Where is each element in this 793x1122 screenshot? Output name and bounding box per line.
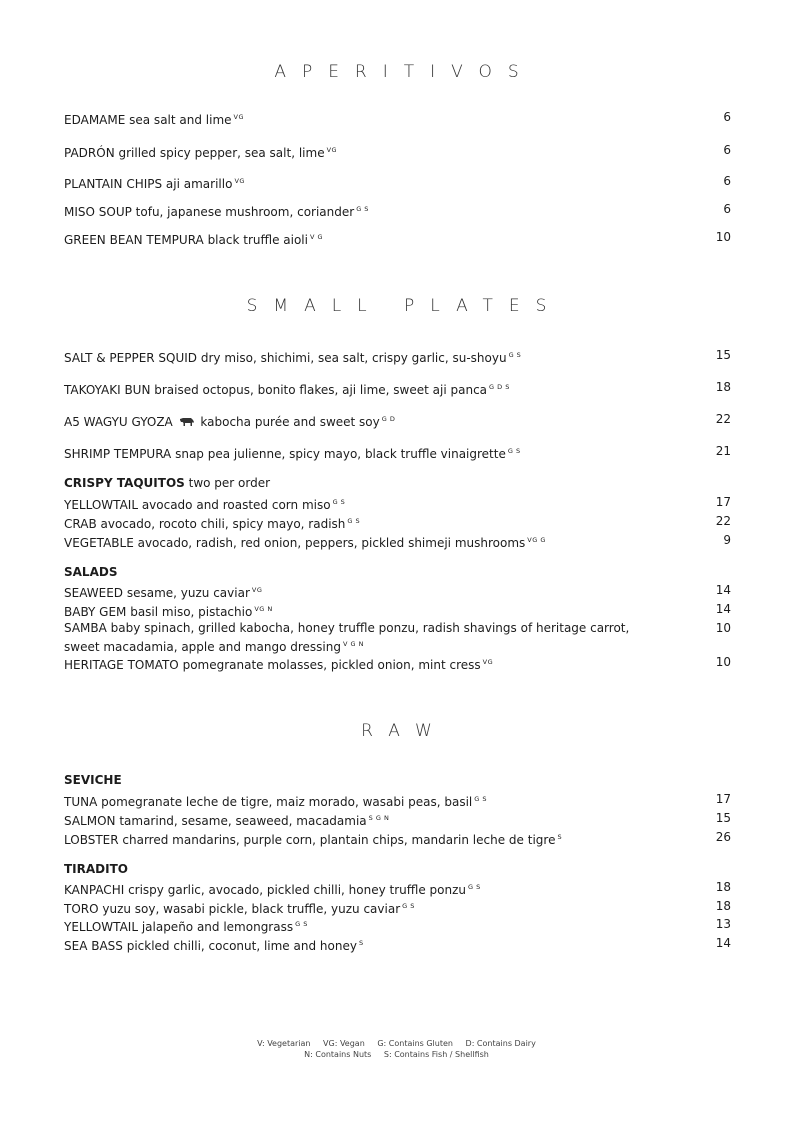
legend-entry: VG: Vegan [323,1039,365,1048]
item-name: SEA BASS pickled chilli, coconut, lime and honey [64,939,357,953]
legend-entry: D: Contains Dairy [465,1039,536,1048]
item-tags: VG [326,146,338,154]
menu-item [64,830,731,848]
item-tags: G D [381,415,396,423]
item-tags: G S [474,795,487,803]
item-name: BABY GEM basil miso, pistachio [64,605,253,619]
item-tags: V G [309,233,324,241]
section-title-raw: RAW [361,721,448,741]
menu-item [64,583,731,601]
item-name: EDAMAME sea salt and lime [64,113,232,127]
item-name-continued: sweet macadamia, apple and mango dressing [64,640,341,654]
item-name: YELLOWTAIL jalapeño and lemongrass [64,920,294,934]
item-tags: G S [295,920,308,928]
item-name: MISO SOUP tofu, japanese mushroom, coriander [64,205,355,219]
menu-item [64,110,731,128]
legend-line [0,1049,793,1060]
group-title-crispy-taquitos [64,476,270,491]
cow-icon [179,417,195,427]
item-price: 6 [723,143,731,157]
item-name: PADRÓN grilled spicy pepper, sea salt, lime [64,146,325,160]
item-tags: VG [233,113,245,121]
menu-item [64,620,731,655]
dietary-legend [0,1038,793,1060]
legend-entry: G: Contains Gluten [377,1039,453,1048]
legend-entry: N: Contains Nuts [304,1050,372,1059]
menu-item [64,792,731,810]
item-price: 18 [715,880,731,894]
group-title-seviche [64,773,122,788]
item-name: VEGETABLE avocado, radish, red onion, peppers, pickled shimeji mushrooms [64,536,526,550]
item-price: 17 [715,495,731,509]
item-tags: S G N [368,814,390,822]
item-name: KANPACHI crispy garlic, avocado, pickled chilli, honey truffle ponzu [64,883,467,897]
item-price: 10 [715,621,731,635]
item-price: 26 [715,830,731,844]
item-tags: VG G [527,536,546,544]
legend-entry: V: Vegetarian [257,1039,311,1048]
item-tags: G D S [489,383,510,391]
menu-item [64,412,731,430]
item-name: SHRIMP TEMPURA snap pea julienne, spicy mayo, black truffle vinaigrette [64,447,506,461]
menu-item [64,348,731,366]
section-title-aperitivos: APERITIVOS [274,62,535,82]
menu-item [64,230,731,248]
item-price: 10 [715,230,731,244]
item-name: SEAWEED sesame, yuzu caviar [64,586,250,600]
item-name: SALMON tamarind, sesame, seaweed, macadamia [64,814,367,828]
item-price: 18 [715,380,731,394]
menu-item [64,380,731,398]
item-price: 6 [723,202,731,216]
item-price: 17 [715,792,731,806]
item-tags: VG [234,177,245,185]
menu-item [64,495,731,513]
item-name: TORO yuzu soy, wasabi pickle, black truffle, yuzu caviar [64,902,401,916]
group-subtitle: two per order [188,476,271,490]
group-title-salads [64,565,117,580]
menu-item [64,444,731,462]
menu-item [64,514,731,532]
item-price: 13 [715,917,731,931]
item-price: 14 [715,602,731,616]
group-name: TIRADITO [64,862,128,876]
item-tags: VG [482,658,494,666]
item-price: 15 [715,348,731,362]
item-tags: S [557,833,563,841]
item-name: HERITAGE TOMATO pomegranate molasses, pickled onion, mint cress [64,658,481,672]
item-name: TAKOYAKI BUN braised octopus, bonito flakes, aji lime, sweet aji panca [64,383,488,397]
legend-line [0,1038,793,1049]
item-name: LOBSTER charred mandarins, purple corn, plantain chips, mandarin leche de tigre [64,833,556,847]
item-name: PLANTAIN CHIPS aji amarillo [64,177,233,191]
menu-item [64,202,731,220]
item-price: 15 [715,811,731,825]
menu-item [64,655,731,673]
item-tags: V G N [342,640,364,648]
item-price: 18 [715,899,731,913]
group-name: SALADS [64,565,118,579]
item-tags: S [358,939,364,947]
menu-item [64,917,731,935]
item-price: 6 [723,174,731,188]
item-tags: VG [251,586,263,594]
item-name: YELLOWTAIL avocado and roasted corn miso [64,498,331,512]
section-title-small-plates: SMALL PLATES [246,296,563,316]
menu-item [64,533,731,551]
menu-item [64,811,731,829]
menu-item [64,936,731,954]
item-name: SALT & PEPPER SQUID dry miso, shichimi, sea salt, crispy garlic, su-shoyu [64,351,507,365]
item-description: kabocha purée and sweet soy [200,415,380,429]
item-price: 9 [723,533,731,547]
item-name: SAMBA baby spinach, grilled kabocha, honey truffle ponzu, radish shavings of heritage carrot, [64,621,630,635]
item-tags: G S [468,883,481,891]
menu-item [64,174,731,192]
item-price: 6 [723,110,731,124]
item-price: 22 [715,412,731,426]
item-tags: G S [402,902,415,910]
item-tags: G S [332,498,346,506]
menu-item [64,880,731,898]
item-tags: G S [347,517,361,525]
item-price: 22 [715,514,731,528]
menu-item [64,602,731,620]
item-price: 10 [715,655,731,669]
group-name: SEVICHE [64,773,122,787]
group-name: CRISPY TAQUITOS [64,476,185,490]
item-tags: G S [356,205,369,213]
item-name: TUNA pomegranate leche de tigre, maiz morado, wasabi peas, basil [64,795,473,809]
item-tags: VG N [254,605,273,613]
item-price: 14 [715,583,731,597]
item-tags: G S [507,447,521,455]
item-price: 14 [715,936,731,950]
legend-entry: S: Contains Fish / Shellfish [383,1050,489,1059]
item-price: 21 [715,444,731,458]
item-name: A5 WAGYU GYOZA [64,415,173,429]
item-name: CRAB avocado, rocoto chili, spicy mayo, radish [64,517,346,531]
menu-item [64,143,731,161]
item-tags: G S [508,351,522,359]
group-title-tiradito [64,862,128,877]
item-name: GREEN BEAN TEMPURA black truffle aioli [64,233,308,247]
menu-item [64,899,731,917]
